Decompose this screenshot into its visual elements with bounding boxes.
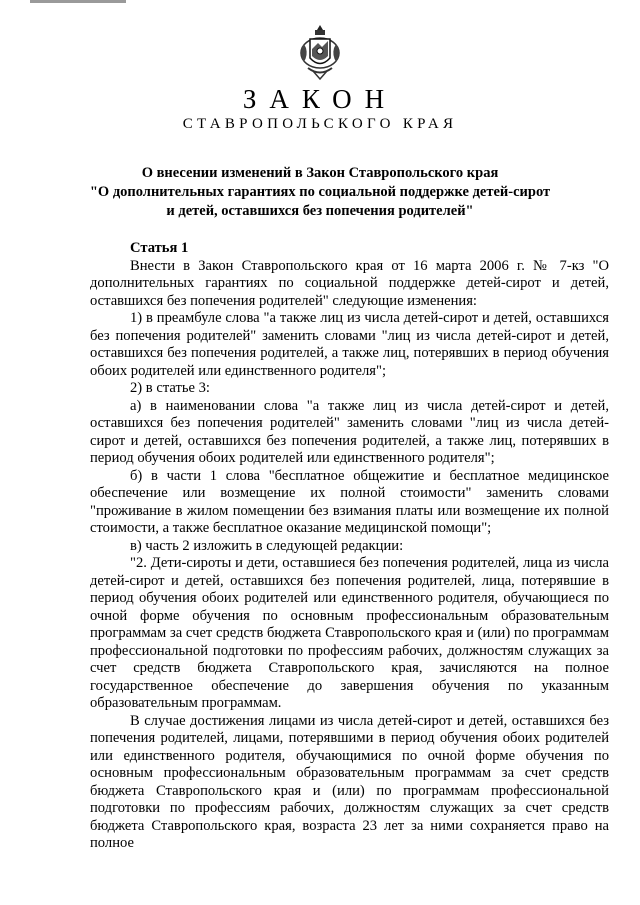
article-title: Статья 1 <box>130 240 189 256</box>
paragraph: 2) в статье 3: <box>130 380 210 396</box>
article-body <box>90 240 609 853</box>
law-heading <box>0 164 640 221</box>
paragraph: 1) в преамбуле слова "а также лиц из числа детей-сирот и детей, оставшихся без попечения родителей" заменить словами "лиц из числа детей-сирот и детей, оставшихся без попечения родителей, а также лиц, потерявших в период обучения обоих родителей или единственного родителя"; <box>90 310 609 379</box>
paragraph: В случае достижения лицами из числа детей-сирот и детей, оставшихся без попечения родителей, лицами, потерявшими в период обучения обоих родителей или единственного родителя, обучающимися по очной форме обучения по основным профессиональным образовательным программам за счет средств бюджета Ставропольского края и (или) по программам профессиональной подготовки по профессиям рабочих, должностям служащих за счет средств бюджета Ставропольского края, возраста 23 лет за ними сохраняется право на полное <box>90 712 609 851</box>
heading-line: О внесении изменений в Закон Ставропольского края <box>141 165 499 181</box>
coat-of-arms-icon <box>296 22 344 82</box>
paragraph: б) в части 1 слова "бесплатное общежитие и бесплатное медицинское обеспечение или возмещение их полной стоимости" заменить словами "проживание в жилом помещении без взимания платы или возмещение их полной стоимости, а также бесплатное оказание медицинской помощи"; <box>90 467 609 536</box>
heading-line: и детей, оставшихся без попечения родителей" <box>166 203 474 219</box>
document-title: ЗАКОН <box>242 84 398 114</box>
paragraph: в) часть 2 изложить в следующей редакции: <box>130 537 404 554</box>
paragraph: "2. Дети-сироты и дети, оставшиеся без попечения родителей, лица из числа детей-сирот и детей, оставшихся без попечения родителей, лица, потерявшие в период обучения обоих родителей или единственного родителя, обучающиеся по очной форме обучения по основным профессиональным образовательным программам за счет средств бюджета Ставропольского края и (или) по программам профессиональной подготовки по профессиям рабочих, должностям служащих за счет средств бюджета Ставропольского края, зачисляются на полное государственное обеспечение до завершения обучения по указанным образовательным программам. <box>90 555 609 711</box>
document-subtitle: СТАВРОПОЛЬСКОГО КРАЯ <box>182 116 458 132</box>
heading-line: "О дополнительных гарантиях по социальной поддержке детей-сирот <box>89 184 551 200</box>
paragraph: а) в наименовании слова "а также лиц из числа детей-сирот и детей, оставшихся без попечения родителей" заменить словами "лиц из числа детей-сирот и детей, оставшихся без попечения родителей, а также лиц, потерявших в период обучения обоих родителей или единственного родителя"; <box>90 397 609 466</box>
scan-artifact <box>30 0 126 3</box>
paragraph: Внести в Закон Ставропольского края от 16 марта 2006 г. № 7-кз "О дополнительных гарантиях по социальной поддержке детей-сирот и детей, оставшихся без попечения родителей" следующие изменения: <box>90 257 609 309</box>
